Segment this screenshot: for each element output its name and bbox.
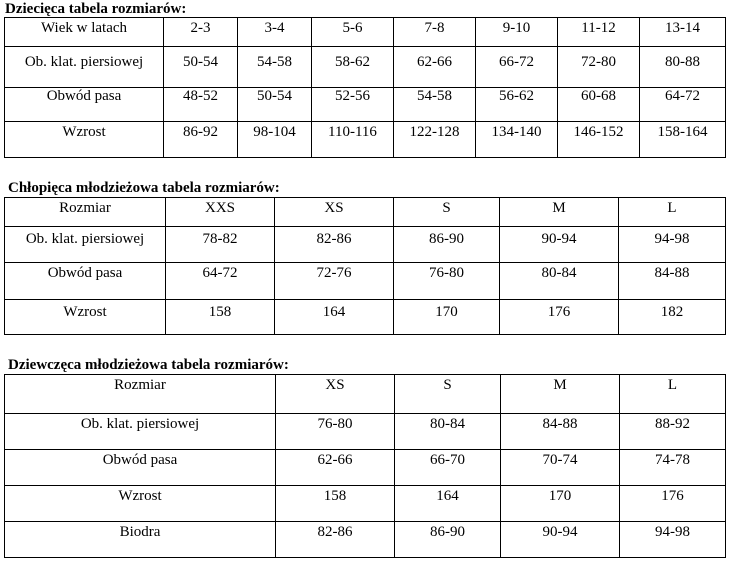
- header-cell: 2-3: [164, 18, 238, 47]
- table-cell: 164: [275, 300, 394, 335]
- table-row: [5, 300, 726, 335]
- table-cell: 176: [620, 486, 726, 522]
- table-cell: 176: [500, 300, 619, 335]
- table-cell: 80-84: [500, 263, 619, 300]
- table-header-row: [5, 198, 726, 227]
- row-label: Obwód pasa: [5, 450, 276, 486]
- table-cell: 164: [395, 486, 501, 522]
- table-cell: 64-72: [166, 263, 275, 300]
- table-row: [5, 47, 726, 88]
- table-cell: 78-82: [166, 227, 275, 263]
- table-cell: 76-80: [276, 414, 395, 450]
- table-cell: 50-54: [164, 47, 238, 88]
- table-cell: 70-74: [501, 450, 620, 486]
- girls-size-table-title: Dziewczęca młodzieżowa tabela rozmiarów:: [8, 357, 289, 373]
- header-cell: L: [620, 375, 726, 414]
- boys-size-table: [4, 197, 726, 335]
- table-cell: 170: [501, 486, 620, 522]
- table-cell: 98-104: [238, 122, 312, 158]
- table-row: [5, 88, 726, 122]
- table-cell: 158: [276, 486, 395, 522]
- row-label: Ob. klat. piersiowej: [5, 227, 166, 263]
- header-cell: 11-12: [558, 18, 640, 47]
- table-cell: 86-90: [395, 522, 501, 558]
- header-cell: XS: [276, 375, 395, 414]
- table-cell: 62-66: [394, 47, 476, 88]
- table-cell: 182: [619, 300, 726, 335]
- table-cell: 52-56: [312, 88, 394, 122]
- table-cell: 74-78: [620, 450, 726, 486]
- table-cell: 66-72: [476, 47, 558, 88]
- children-size-table-title: Dziecięca tabela rozmiarów:: [5, 1, 187, 17]
- table-cell: 50-54: [238, 88, 312, 122]
- table-cell: 58-62: [312, 47, 394, 88]
- table-cell: 158: [166, 300, 275, 335]
- row-label: Wzrost: [5, 122, 164, 158]
- table-cell: 54-58: [238, 47, 312, 88]
- header-cell: S: [395, 375, 501, 414]
- table-cell: 72-76: [275, 263, 394, 300]
- header-cell: M: [500, 198, 619, 227]
- table-cell: 82-86: [276, 522, 395, 558]
- table-cell: 90-94: [500, 227, 619, 263]
- table-cell: 84-88: [619, 263, 726, 300]
- children-size-table: [4, 17, 726, 158]
- table-cell: 64-72: [640, 88, 726, 122]
- table-row: [5, 522, 726, 558]
- table-cell: 66-70: [395, 450, 501, 486]
- table-row: [5, 122, 726, 158]
- table-cell: 54-58: [394, 88, 476, 122]
- table-cell: 94-98: [619, 227, 726, 263]
- table-cell: 82-86: [275, 227, 394, 263]
- table-cell: 110-116: [312, 122, 394, 158]
- table-cell: 56-62: [476, 88, 558, 122]
- table-cell: 84-88: [501, 414, 620, 450]
- header-cell: 5-6: [312, 18, 394, 47]
- table-cell: 80-84: [395, 414, 501, 450]
- table-cell: 122-128: [394, 122, 476, 158]
- table-cell: 86-90: [394, 227, 500, 263]
- header-cell: Rozmiar: [5, 375, 276, 414]
- table-cell: 60-68: [558, 88, 640, 122]
- table-cell: 86-92: [164, 122, 238, 158]
- header-cell: Rozmiar: [5, 198, 166, 227]
- table-header-row: [5, 375, 726, 414]
- boys-size-table-title: Chłopięca młodzieżowa tabela rozmiarów:: [8, 180, 280, 196]
- table-cell: 76-80: [394, 263, 500, 300]
- table-cell: 48-52: [164, 88, 238, 122]
- table-cell: 90-94: [501, 522, 620, 558]
- table-cell: 88-92: [620, 414, 726, 450]
- header-cell: XS: [275, 198, 394, 227]
- table-cell: 72-80: [558, 47, 640, 88]
- row-label: Wzrost: [5, 300, 166, 335]
- row-label: Biodra: [5, 522, 276, 558]
- table-row: [5, 414, 726, 450]
- table-cell: 158-164: [640, 122, 726, 158]
- row-label: Ob. klat. piersiowej: [5, 47, 164, 88]
- header-cell: 9-10: [476, 18, 558, 47]
- table-row: [5, 227, 726, 263]
- row-label: Obwód pasa: [5, 263, 166, 300]
- table-row: [5, 450, 726, 486]
- header-cell: Wiek w latach: [5, 18, 164, 47]
- table-cell: 134-140: [476, 122, 558, 158]
- row-label: Obwód pasa: [5, 88, 164, 122]
- table-cell: 62-66: [276, 450, 395, 486]
- table-cell: 146-152: [558, 122, 640, 158]
- header-cell: XXS: [166, 198, 275, 227]
- table-row: [5, 486, 726, 522]
- table-header-row: [5, 18, 726, 47]
- header-cell: L: [619, 198, 726, 227]
- table-cell: 80-88: [640, 47, 726, 88]
- header-cell: S: [394, 198, 500, 227]
- row-label: Ob. klat. piersiowej: [5, 414, 276, 450]
- table-cell: 94-98: [620, 522, 726, 558]
- header-cell: 7-8: [394, 18, 476, 47]
- row-label: Wzrost: [5, 486, 276, 522]
- girls-size-table: [4, 374, 726, 558]
- table-row: [5, 263, 726, 300]
- header-cell: 13-14: [640, 18, 726, 47]
- table-cell: 170: [394, 300, 500, 335]
- header-cell: 3-4: [238, 18, 312, 47]
- header-cell: M: [501, 375, 620, 414]
